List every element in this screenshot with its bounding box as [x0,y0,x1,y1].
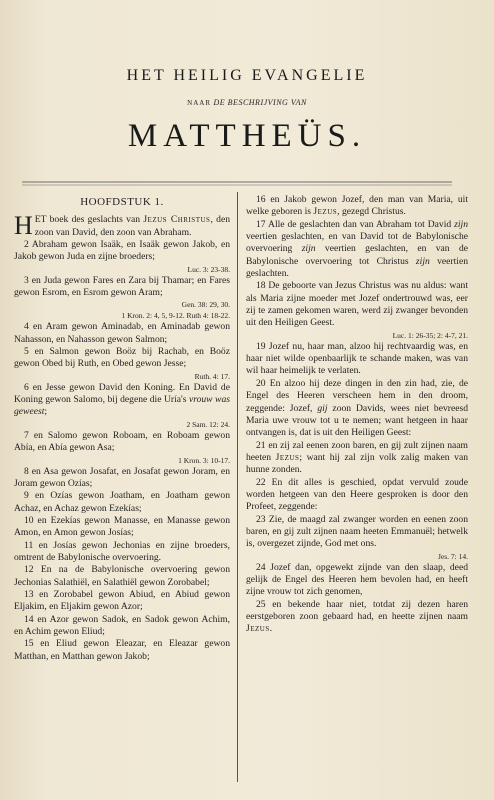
book-title: MATTHEÜS. [127,118,367,154]
verse-text: ; [44,406,48,418]
verse-6 [14,382,230,419]
verse-16 [246,194,468,219]
verse-italic: gij [317,402,328,414]
verse-name: Jezus [246,623,270,635]
verse-text: 6 en Jesse gewon David den Koning. En David de Koning gewon Salomo, bij degene die Uría's [14,381,230,406]
verse-text: , gezegd Christus. [337,206,406,218]
verse-11: 11 en Josías gewon Jechonias en zijne broeders, omtrent de Babylonische overvoering. [14,539,230,563]
cross-reference: 1 Kron. 3: 10-17. [178,455,230,465]
cross-reference: Gen. 38: 29, 30. [181,300,230,310]
cross-reference: Ruth. 4: 17. [194,371,230,381]
verse-name: Jezus [275,451,300,463]
subheading-prefix: NAAR [187,99,211,107]
verse-1 [14,211,230,241]
verse-name: Jezus [313,206,338,218]
verse-italic: vrouw was geweest [14,394,230,418]
verse-17 [246,219,468,281]
verse-7: 7 en Salomo gewon Roboam, en Roboam gewon Abía, en Abía gewon Asa; [14,429,230,454]
column-divider [237,192,238,782]
verse-text: 25 en bekende haar niet, totdat zij dezen haren eerstgeboren zoon gebaard had, en heette zijnen naam [246,598,468,622]
gospel-heading: HET HEILIG EVANGELIE [126,67,368,84]
verse-text: . [269,623,273,635]
verse-3: 3 en Juda gewon Fares en Zara bij Thamar; en Fares gewon Esrom, en Esrom gewon Aram; [14,274,230,299]
verse-name: Jezus Christus [143,214,211,226]
verse-text: ET boek des geslachts van [34,214,144,226]
verse-22: 22 En dit alles is geschied, opdat vervuld zoude worden hetgeen van den Heere gesproken is door den Profeet, zeggende: [246,476,468,513]
verse-text: 20 En alzoo hij deze dingen in den zin had, zie, de Engel des Heeren verscheen hem in den droom, zeggende: Jozef, [246,377,468,414]
chapter-heading: HOOFDSTUK 1. [80,196,164,208]
cross-reference: Luc. 3: 23-38. [187,264,230,274]
verse-8: 8 en Asa gewon Josafat, en Josafat gewon Joram, en Joram gewon Ozías; [14,465,230,489]
verse-text: 17 Alle de geslachten dan van Abraham tot David [256,218,455,230]
right-column [246,194,468,636]
verse-text: veertien geslachten, en van David tot de Babylonische overvoering [246,231,468,255]
subheading-rest: DE BESCHRIJVING VAN [213,98,307,107]
verse-19: 19 Jozef nu, haar man, alzoo hij rechtvaardig was, en haar niet wilde openbaarlijk te schande maken, was van wil haar heimelijk te verlaten. [246,340,468,377]
verse-text: , den zoon van David, den zoon van Abraham. [34,214,230,238]
verse-text: veertien geslachten, en van de Babylonische overvoering tot Christus [246,243,468,267]
verse-15: 15 en Eliud gewon Eleazar, en Eleazar gewon Matthan, en Matthan gewon Jakob; [14,638,230,662]
verse-21 [246,440,468,477]
cross-reference: Luc. 1: 26-35; 2: 4-7, 21. [392,330,468,340]
verse-italic: zijn [301,243,316,255]
verse-text: 21 en zij zal eenen zoon baren, en gij zult zijnen naam heeten [246,439,468,463]
verse-13: 13 en Zorobabel gewon Abiud, en Abiud gewon Eljakim, en Eljakim gewon Azor; [14,588,230,613]
verse-text: veertien geslachten. [246,255,468,280]
verse-text: zoon Davids, wees niet bevreesd Maria uwe vrouw tot u te nemen; want hetgeen in haar ontvangen is, dat is uit den Heiligen Geest: [246,402,468,439]
verse-10: 10 en Ezekías gewon Manasse, en Manasse gewon Amon, en Amon gewon Josías; [14,514,230,539]
verse-24: 24 Jozef dan, opgewekt zijnde van den slaap, deed gelijk de Engel des Heeren hem bevolen had, en heeft zijne vrouw tot zich genomen, [246,561,468,598]
left-column [14,194,230,663]
verse-14: 14 en Azor gewon Sadok, en Sadok gewon Achim, en Achim gewon Eliud; [14,613,230,637]
cross-reference: 1 Kron. 2: 4, 5, 9-12. Ruth 4: 18-22. [121,311,230,321]
cross-reference: 2 Sam. 12: 24. [186,419,230,429]
verse-5: 5 en Salmon gewon Boöz bij Rachab, en Boöz gewon Obed bij Ruth, en Obed gewon Jesse; [14,346,230,370]
verse-italic: zijn [415,255,430,267]
verse-text: 16 en Jakob gewon Jozef, den man van Maria, uit welke geboren is [246,194,468,218]
verse-23: 23 Zie, de maagd zal zwanger worden en eenen zoon baren, en gij zult zijnen naam heeten Emmanuël; hetwelk is, overgezet zijnde, God met ons. [246,513,468,550]
drop-cap: H [14,211,33,241]
title-rule [22,181,452,187]
verse-2: 2 Abraham gewon Isaäk, en Isaäk gewon Jakob, en Jakob gewon Juda en zijne broeders; [14,239,230,263]
cross-reference: Jes. 7: 14. [438,551,468,561]
verse-20 [246,378,468,440]
verse-italic: zijn [454,218,468,230]
verse-25 [246,599,468,636]
verse-9: 9 en Ozías gewon Joatham, en Joatham gewon Achaz, en Achaz gewon Ezekías; [14,490,230,514]
verse-12: 12 En na de Babylonische overvoering gewon Jechonias Salathiël, en Salathiël gewon Zorobabel; [14,564,230,588]
verse-text: ; want hij zal zijn volk zalig maken van hunne zonden. [246,451,468,476]
verse-18: 18 De geboorte van Jezus Christus was nu aldus: want als Maria zijne moeder met Jozef ondertrouwd was, eer zij te zamen gekomen waren, werd zij zwanger bevonden uit den Heiligen Geest. [246,280,468,329]
verse-4: 4 en Aram gewon Aminadab, en Aminadab gewon Nahasson, en Nahasson gewon Salmon; [14,321,230,345]
gospel-subheading [0,98,494,107]
